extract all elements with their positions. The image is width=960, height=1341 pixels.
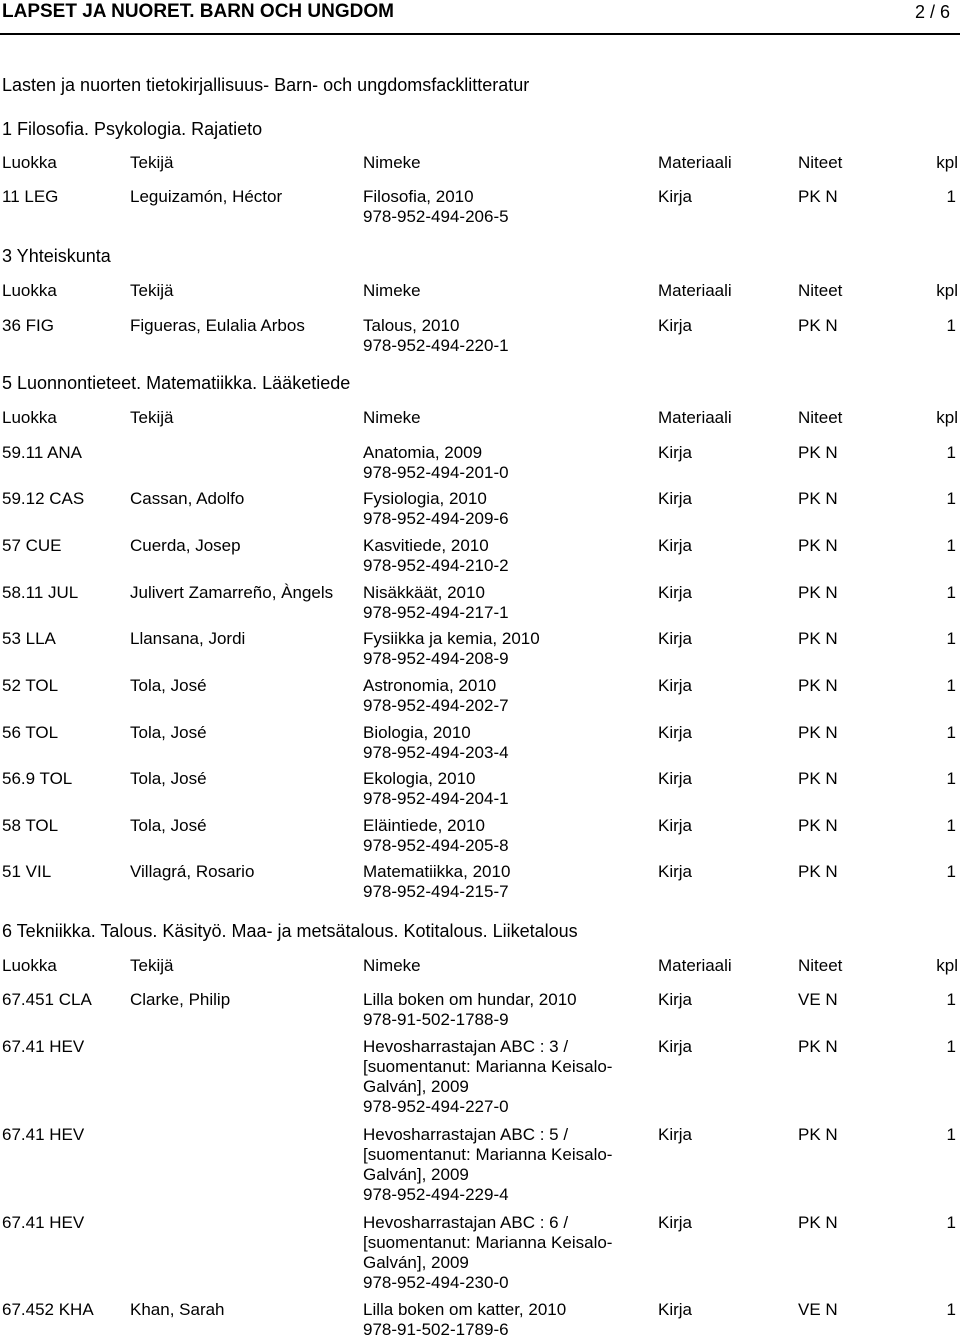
cell-nimeke-title: Hevosharrastajan ABC : 6 / [suomentanut: Marianna Keisalo-Galván], 2009 xyxy=(363,1213,613,1272)
cell-isbn: 978-952-494-217-1 xyxy=(363,603,509,622)
cell-niteet: PK N xyxy=(798,1125,838,1144)
cell-isbn: 978-91-502-1788-9 xyxy=(363,1010,509,1029)
cell-luokka: 67.452 KHA xyxy=(2,1300,94,1319)
cell-materiaali: Kirja xyxy=(658,1213,693,1232)
cell-luokka: 58.11 JUL xyxy=(2,583,79,602)
cell-luokka: 57 CUE xyxy=(2,536,62,555)
cell-luokka: 36 FIG xyxy=(2,316,54,335)
cell-luokka: 67.451 CLA xyxy=(2,990,92,1009)
col-kpl-header: kpl xyxy=(936,281,958,300)
cell-kpl: 1 xyxy=(946,816,956,835)
cell-niteet: VE N xyxy=(798,990,838,1009)
cell-nimeke-title: Biologia, 2010 xyxy=(363,723,471,742)
col-materiaali-header: Materiaali xyxy=(658,153,732,172)
section-title: 5 Luonnontieteet. Matematiikka. Lääketiede xyxy=(2,373,351,393)
cell-isbn: 978-952-494-205-8 xyxy=(363,836,509,855)
cell-materiaali: Kirja xyxy=(658,583,693,602)
col-luokka-header: Luokka xyxy=(2,281,57,300)
cell-kpl: 1 xyxy=(946,769,956,788)
cell-isbn: 978-952-494-203-4 xyxy=(363,743,509,762)
cell-nimeke xyxy=(363,1300,648,1340)
cell-nimeke xyxy=(363,769,648,809)
cell-materiaali: Kirja xyxy=(658,316,693,335)
cell-materiaali: Kirja xyxy=(658,990,693,1009)
cell-luokka: 52 TOL xyxy=(2,676,59,695)
cell-kpl: 1 xyxy=(946,676,956,695)
col-tekija-header: Tekijä xyxy=(130,153,174,172)
cell-nimeke xyxy=(363,187,648,227)
cell-isbn: 978-952-494-229-4 xyxy=(363,1185,509,1204)
page-number: 2 / 6 xyxy=(914,2,950,22)
cell-luokka: 56 TOL xyxy=(2,723,59,742)
cell-nimeke xyxy=(363,1037,648,1117)
cell-kpl: 1 xyxy=(946,489,956,508)
cell-tekija: Villagrá, Rosario xyxy=(130,862,255,881)
cell-materiaali: Kirja xyxy=(658,769,693,788)
cell-materiaali: Kirja xyxy=(658,676,693,695)
cell-isbn: 978-952-494-220-1 xyxy=(363,336,509,355)
cell-luokka: 53 LLA xyxy=(2,629,56,648)
section-title: 3 Yhteiskunta xyxy=(2,246,111,266)
cell-luokka: 59.12 CAS xyxy=(2,489,85,508)
cell-nimeke-title: Hevosharrastajan ABC : 5 / [suomentanut: Marianna Keisalo-Galván], 2009 xyxy=(363,1125,613,1184)
cell-isbn: 978-91-502-1789-6 xyxy=(363,1320,509,1339)
cell-nimeke xyxy=(363,489,648,529)
cell-materiaali: Kirja xyxy=(658,723,693,742)
table-header xyxy=(0,956,960,978)
cell-tekija: Tola, José xyxy=(130,769,207,788)
cell-kpl: 1 xyxy=(946,1300,956,1319)
cell-niteet: PK N xyxy=(798,723,838,742)
cell-materiaali: Kirja xyxy=(658,187,693,206)
cell-niteet: PK N xyxy=(798,862,838,881)
cell-niteet: PK N xyxy=(798,316,838,335)
col-materiaali-header: Materiaali xyxy=(658,408,732,427)
cell-isbn: 978-952-494-227-0 xyxy=(363,1097,509,1116)
cell-niteet: PK N xyxy=(798,816,838,835)
cell-nimeke-title: Nisäkkäät, 2010 xyxy=(363,583,485,602)
cell-tekija: Leguizamón, Héctor xyxy=(130,187,283,206)
col-luokka-header: Luokka xyxy=(2,408,57,427)
cell-nimeke xyxy=(363,629,648,669)
cell-tekija: Cassan, Adolfo xyxy=(130,489,245,508)
header-divider xyxy=(0,33,960,35)
cell-nimeke xyxy=(363,862,648,902)
cell-isbn: 978-952-494-210-2 xyxy=(363,556,509,575)
cell-tekija: Tola, José xyxy=(130,816,207,835)
cell-luokka: 11 LEG xyxy=(2,187,59,206)
cell-nimeke-title: Lilla boken om katter, 2010 xyxy=(363,1300,567,1319)
cell-materiaali: Kirja xyxy=(658,1300,693,1319)
cell-nimeke xyxy=(363,1125,648,1205)
cell-niteet: PK N xyxy=(798,629,838,648)
cell-nimeke xyxy=(363,676,648,716)
table-header xyxy=(0,408,960,430)
cell-kpl: 1 xyxy=(946,1213,956,1232)
cell-isbn: 978-952-494-204-1 xyxy=(363,789,509,808)
col-materiaali-header: Materiaali xyxy=(658,956,732,975)
cell-materiaali: Kirja xyxy=(658,816,693,835)
col-luokka-header: Luokka xyxy=(2,956,57,975)
cell-luokka: 56.9 TOL xyxy=(2,769,73,788)
col-niteet-header: Niteet xyxy=(798,153,843,172)
cell-tekija: Cuerda, Josep xyxy=(130,536,241,555)
cell-nimeke-title: Ekologia, 2010 xyxy=(363,769,476,788)
cell-nimeke xyxy=(363,723,648,763)
cell-materiaali: Kirja xyxy=(658,536,693,555)
cell-materiaali: Kirja xyxy=(658,862,693,881)
cell-tekija: Khan, Sarah xyxy=(130,1300,225,1319)
col-nimeke-header: Nimeke xyxy=(363,281,421,300)
col-tekija-header: Tekijä xyxy=(130,281,174,300)
cell-kpl: 1 xyxy=(946,443,956,462)
cell-nimeke-title: Fysiologia, 2010 xyxy=(363,489,487,508)
cell-materiaali: Kirja xyxy=(658,443,693,462)
cell-isbn: 978-952-494-206-5 xyxy=(363,207,509,226)
cell-niteet: VE N xyxy=(798,1300,838,1319)
cell-nimeke-title: Hevosharrastajan ABC : 3 / [suomentanut: Marianna Keisalo-Galván], 2009 xyxy=(363,1037,613,1096)
cell-nimeke-title: Lilla boken om hundar, 2010 xyxy=(363,990,577,1009)
cell-nimeke-title: Anatomia, 2009 xyxy=(363,443,483,462)
cell-niteet: PK N xyxy=(798,187,838,206)
table-header xyxy=(0,153,960,175)
cell-isbn: 978-952-494-202-7 xyxy=(363,696,509,715)
cell-nimeke xyxy=(363,816,648,856)
col-luokka-header: Luokka xyxy=(2,153,57,172)
cell-niteet: PK N xyxy=(798,443,838,462)
cell-kpl: 1 xyxy=(946,862,956,881)
cell-kpl: 1 xyxy=(946,629,956,648)
cell-nimeke xyxy=(363,536,648,576)
cell-luokka: 67.41 HEV xyxy=(2,1125,85,1144)
section-title: 1 Filosofia. Psykologia. Rajatieto xyxy=(2,119,263,139)
col-nimeke-header: Nimeke xyxy=(363,153,421,172)
cell-niteet: PK N xyxy=(798,769,838,788)
cell-tekija: Tola, José xyxy=(130,723,207,742)
cell-materiaali: Kirja xyxy=(658,1037,693,1056)
cell-isbn: 978-952-494-201-0 xyxy=(363,463,509,482)
cell-nimeke-title: Filosofia, 2010 xyxy=(363,187,474,206)
cell-niteet: PK N xyxy=(798,583,838,602)
cell-kpl: 1 xyxy=(946,583,956,602)
cell-isbn: 978-952-494-230-0 xyxy=(363,1273,509,1292)
cell-luokka: 58 TOL xyxy=(2,816,59,835)
cell-nimeke-title: Astronomia, 2010 xyxy=(363,676,497,695)
cell-tekija: Figueras, Eulalia Arbos xyxy=(130,316,305,335)
cell-nimeke-title: Matematiikka, 2010 xyxy=(363,862,511,881)
cell-kpl: 1 xyxy=(946,723,956,742)
cell-isbn: 978-952-494-208-9 xyxy=(363,649,509,668)
cell-kpl: 1 xyxy=(946,187,956,206)
cell-luokka: 51 VIL xyxy=(2,862,52,881)
col-niteet-header: Niteet xyxy=(798,408,843,427)
cell-nimeke-title: Kasvitiede, 2010 xyxy=(363,536,489,555)
col-nimeke-header: Nimeke xyxy=(363,956,421,975)
section-title: 6 Tekniikka. Talous. Käsityö. Maa- ja metsätalous. Kotitalous. Liiketalous xyxy=(2,921,578,941)
cell-materiaali: Kirja xyxy=(658,489,693,508)
page-header-title: LAPSET JA NUORET. BARN OCH UNGDOM xyxy=(2,1,394,22)
cell-nimeke-title: Fysiikka ja kemia, 2010 xyxy=(363,629,540,648)
cell-tekija: Clarke, Philip xyxy=(130,990,231,1009)
cell-kpl: 1 xyxy=(946,536,956,555)
col-materiaali-header: Materiaali xyxy=(658,281,732,300)
cell-niteet: PK N xyxy=(798,1037,838,1056)
col-tekija-header: Tekijä xyxy=(130,408,174,427)
cell-materiaali: Kirja xyxy=(658,1125,693,1144)
cell-nimeke-title: Eläintiede, 2010 xyxy=(363,816,485,835)
cell-nimeke-title: Talous, 2010 xyxy=(363,316,460,335)
col-niteet-header: Niteet xyxy=(798,956,843,975)
cell-luokka: 59.11 ANA xyxy=(2,443,83,462)
col-niteet-header: Niteet xyxy=(798,281,843,300)
cell-isbn: 978-952-494-215-7 xyxy=(363,882,509,901)
col-kpl-header: kpl xyxy=(936,153,958,172)
col-kpl-header: kpl xyxy=(936,408,958,427)
cell-niteet: PK N xyxy=(798,676,838,695)
cell-tekija: Llansana, Jordi xyxy=(130,629,246,648)
cell-kpl: 1 xyxy=(946,1125,956,1144)
cell-niteet: PK N xyxy=(798,536,838,555)
table-header xyxy=(0,281,960,303)
cell-luokka: 67.41 HEV xyxy=(2,1037,85,1056)
col-kpl-header: kpl xyxy=(936,956,958,975)
cell-nimeke xyxy=(363,990,648,1030)
cell-niteet: PK N xyxy=(798,489,838,508)
cell-kpl: 1 xyxy=(946,1037,956,1056)
cell-kpl: 1 xyxy=(946,316,956,335)
cell-tekija: Julivert Zamarreño, Àngels xyxy=(130,583,334,602)
cell-tekija: Tola, José xyxy=(130,676,207,695)
col-nimeke-header: Nimeke xyxy=(363,408,421,427)
cell-niteet: PK N xyxy=(798,1213,838,1232)
cell-nimeke xyxy=(363,316,648,356)
cell-nimeke xyxy=(363,583,648,623)
cell-kpl: 1 xyxy=(946,990,956,1009)
cell-luokka: 67.41 HEV xyxy=(2,1213,85,1232)
cell-nimeke xyxy=(363,1213,648,1293)
cell-isbn: 978-952-494-209-6 xyxy=(363,509,509,528)
cell-materiaali: Kirja xyxy=(658,629,693,648)
cell-nimeke xyxy=(363,443,648,483)
document-title: Lasten ja nuorten tietokirjallisuus- Barn- och ungdomsfacklitteratur xyxy=(2,75,530,95)
col-tekija-header: Tekijä xyxy=(130,956,174,975)
